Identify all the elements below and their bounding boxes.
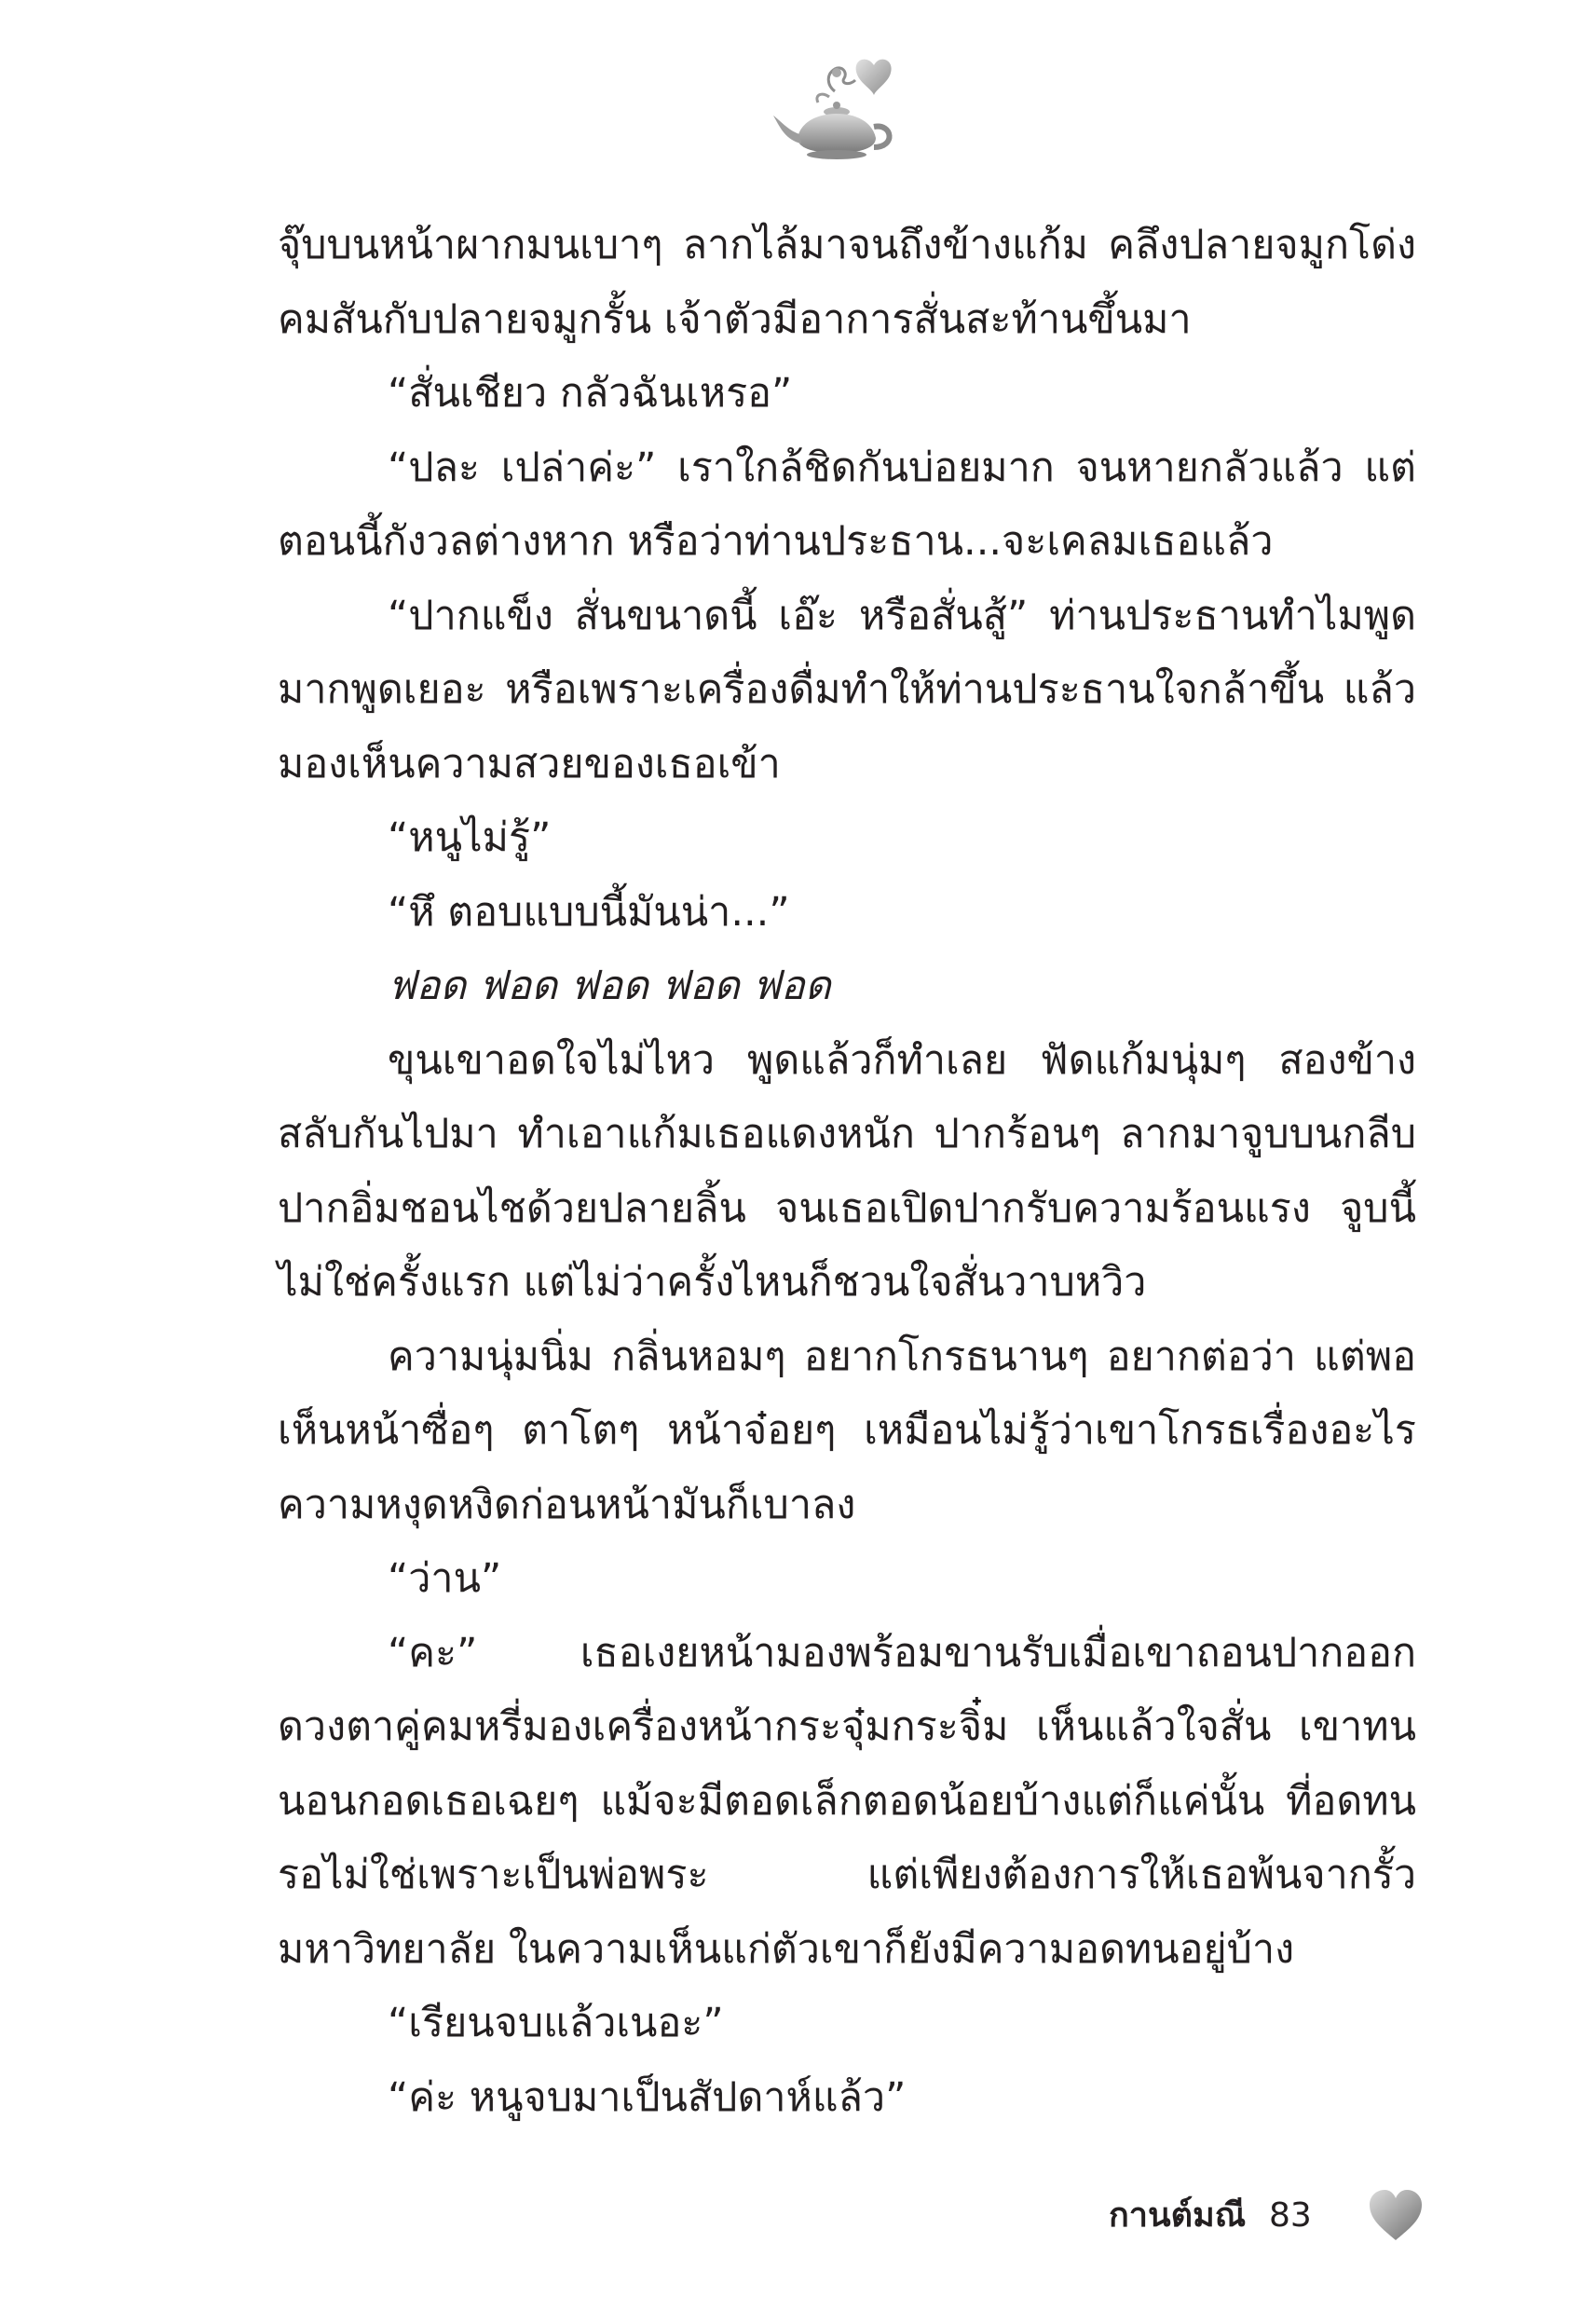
dialogue-line: “เรียนจบแล้วเนอะ” <box>388 2000 724 2046</box>
paragraph: “ปากแข็ง สั่นขนาดนี้ เอ๊ะ หรือสั่นสู้” ท่านประธานทำไมพูดมากพูดเยอะ หรือเพราะเครื่องดื่มทำให้ท่านประธานใจกล้าขึ้น แล้วมองเห็นความสวยของเธอเข้า <box>278 592 1416 787</box>
teapot-ornament-icon <box>770 54 909 166</box>
heart-icon <box>1366 2188 1425 2244</box>
paragraph: “ปละ เปล่าค่ะ” เราใกล้ชิดกันบ่อยมาก จนหายกลัวแล้ว แต่ตอนนี้กังวลต่างหาก หรือว่าท่านประธาน...จะเคลมเธอแล้ว <box>278 444 1416 565</box>
paragraph: ความนุ่มนิ่ม กลิ่นหอมๆ อยากโกรธนานๆ อยากต่อว่า แต่พอเห็นหน้าซื่อๆ ตาโตๆ หน้าจ๋อยๆ เหมือนไม่รู้ว่าเขาโกรธเรื่องอะไร ความหงุดหงิดก่อนหน้ามันก็เบาลง <box>278 1333 1416 1528</box>
paragraph: “คะ” เธอเงยหน้ามองพร้อมขานรับเมื่อเขาถอนปากออก ดวงตาคู่คมหรี่มองเครื่องหน้ากระจุ๋มกระจิ๋ม เห็นแล้วใจสั่น เขาทนนอนกอดเธอเฉยๆ แม้จะมีตอดเล็กตอดน้อยบ้างแต่ก็แค่นั้น ที่อดทนรอไม่ใช่เพราะเป็นพ่อพระ แต่เพียงต้องการให้เธอพ้นจากรั้วมหาวิทยาลัย ในความเห็นแก่ตัวเขาก็ยังมีความอดทนอยู่บ้าง <box>278 1629 1416 1973</box>
page-footer <box>1081 2181 1472 2255</box>
paragraph: ขุนเขาอดใจไม่ไหว พูดแล้วก็ทำเลย ฟัดแก้มนุ่มๆ สองข้างสลับกันไปมา ทำเอาแก้มเธอแดงหนัก ปากร้อนๆ ลากมาจูบบนกลีบปากอิ่มชอนไชด้วยปลายลิ้น จนเธอเปิดปากรับความร้อนแรง จูบนี้ไม่ใช่ครั้งแรก แต่ไม่ว่าครั้งไหนก็ชวนใจสั่นวาบหวิว <box>278 1036 1416 1306</box>
dialogue-line: “หึ ตอบแบบนี้มันน่า...” <box>388 888 790 936</box>
dialogue-line: “ค่ะ หนูจบมาเป็นสัปดาห์แล้ว” <box>388 2073 907 2121</box>
sound-effect-line: ฟอด ฟอด ฟอด ฟอด ฟอด <box>388 963 831 1009</box>
paragraph: จุ๊บบนหน้าผากมนเบาๆ ลากไล้มาจนถึงข้างแก้ม คลึงปลายจมูกโด่งคมสันกับปลายจมูกรั้น เจ้าตัวมีอาการสั่นสะท้านขึ้นมา <box>278 222 1416 343</box>
page-number: 83 <box>1269 2196 1312 2235</box>
book-title: กานต์มณี <box>1109 2196 1247 2235</box>
dialogue-line: “หนูไม่รู้” <box>388 814 552 861</box>
body-text <box>278 209 1416 2135</box>
dialogue-line: “สั่นเชียว กลัวฉันเหรอ” <box>388 370 793 417</box>
dialogue-line: “ว่าน” <box>388 1555 502 1602</box>
